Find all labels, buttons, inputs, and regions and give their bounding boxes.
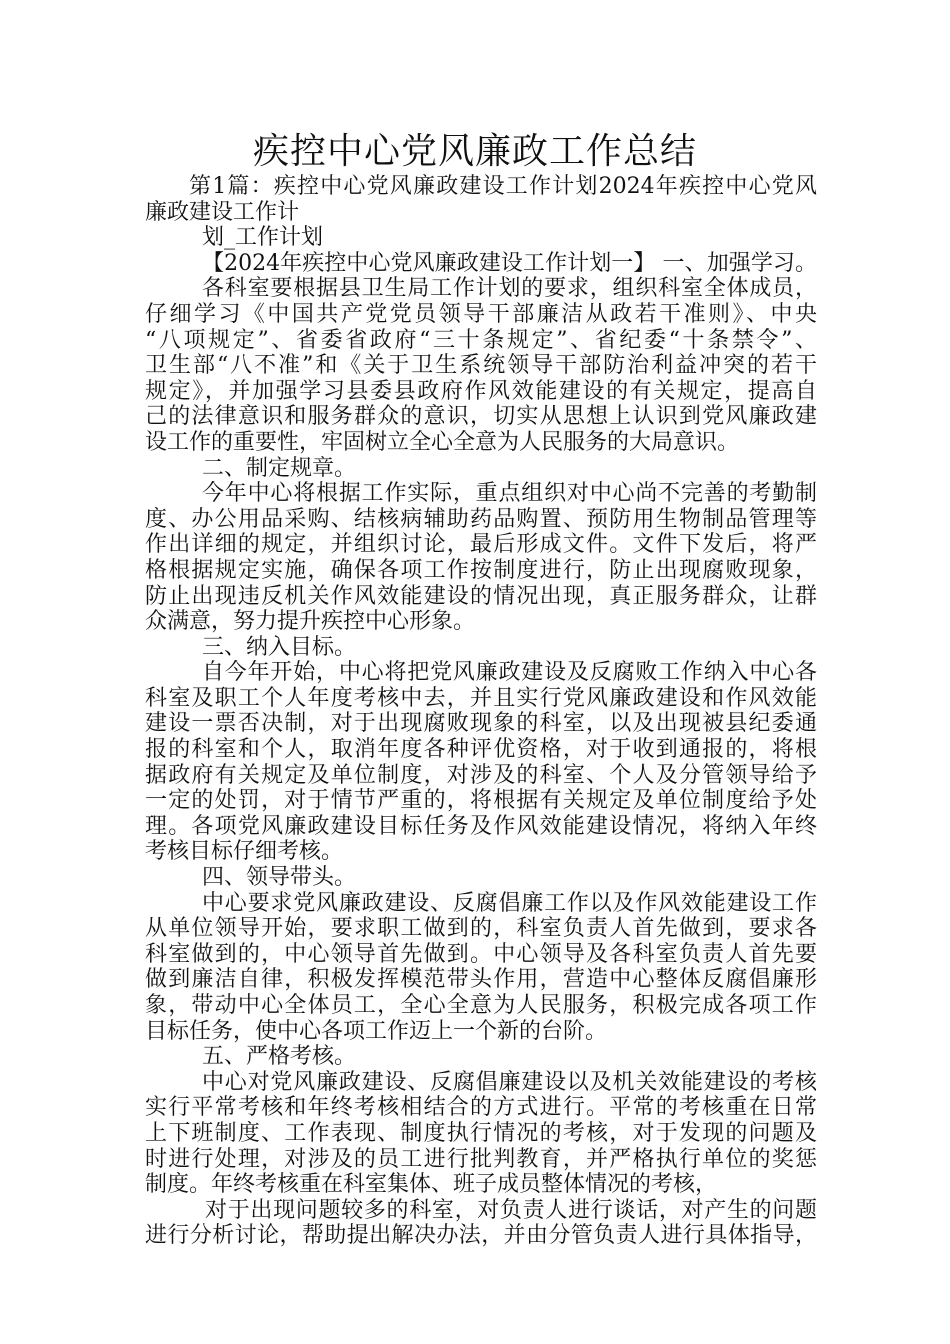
text-line: 据政府有关规定及单位制度，对涉及的科室、个人及分管领导给予	[145, 762, 817, 788]
text-line: 廉政建设工作计	[145, 199, 300, 225]
text-line: 报的科室和个人，取消年度各种评优资格，对于收到通报的，将根	[145, 737, 817, 763]
section-heading: 五、严格考核。	[202, 1044, 357, 1070]
text-line: 中心对党风廉政建设、反腐倡廉建设以及机关效能建设的考核	[202, 1069, 817, 1095]
text-line: 众满意，努力提升疾控中心形象。	[145, 609, 476, 635]
text-line: 各科室要根据县卫生局工作计划的要求，组织科室全体成员，	[202, 276, 817, 302]
text-line: “八项规定”、省委省政府“三十条规定”、省纪委“十条禁令”、	[145, 327, 817, 353]
text-line: 目标任务，使中心各项工作迈上一个新的台阶。	[145, 1018, 608, 1044]
section-heading: 四、领导带头。	[202, 865, 357, 891]
text-line: 第1篇：疾控中心党风廉政建设工作计划2024年疾控中心党风	[189, 174, 817, 199]
text-line: 防止出现违反机关作风效能建设的情况出现，真正服务群众，让群	[145, 583, 817, 609]
text-line: 划_工作计划	[202, 225, 324, 251]
text-line: 理。各项党风廉政建设目标任务及作风效能建设情况，将纳入年终	[145, 813, 817, 839]
text-line: 对于出现问题较多的科室，对负责人进行谈话，对产生的问题	[205, 1197, 817, 1223]
text-line: 【2024年疾控中心党风廉政建设工作计划一】 一、加强学习。	[202, 250, 817, 276]
text-line: 设工作的重要性，牢固树立全心全意为人民服务的大局意识。	[145, 429, 740, 455]
text-line: 中心要求党风廉政建设、反腐倡廉工作以及作风效能建设工作	[202, 890, 817, 916]
text-line: 今年中心将根据工作实际，重点组织对中心尚不完善的考勤制	[202, 481, 817, 507]
section-heading: 二、制定规章。	[202, 455, 357, 481]
text-line: 进行分析讨论，帮助提出解决办法，并由分管负责人进行具体指导，	[145, 1223, 817, 1249]
section-heading: 三、纳入目标。	[202, 634, 357, 660]
text-line: 做到廉洁自律，积极发挥模范带头作用，营造中心整体反腐倡廉形	[145, 967, 817, 993]
text-line: 规定》，并加强学习县委县政府作风效能建设的有关规定，提高自	[145, 378, 817, 404]
text-line: 上下班制度、工作表现、制度执行情况的考核，对于发现的问题及	[145, 1120, 817, 1146]
text-line: 卫生部“八不准”和《关于卫生系统领导干部防治利益冲突的若干	[145, 353, 817, 379]
text-line: 从单位领导开始，要求职工做到的，科室负责人首先做到，要求各	[145, 916, 817, 942]
text-line: 一定的处罚，对于情节严重的，将根据有关规定及单位制度给予处	[145, 788, 817, 814]
text-line: 实行平常考核和年终考核相结合的方式进行。平常的考核重在日常	[145, 1095, 817, 1121]
text-line: 制度。年终考核重在科室集体、班子成员整体情况的考核，	[145, 1172, 718, 1198]
text-line: 象，带动中心全体员工，全心全意为人民服务，积极完成各项工作	[145, 993, 817, 1018]
text-line: 仔细学习《中国共产党党员领导干部廉洁从政若干准则》、中央	[145, 301, 817, 327]
text-line: 格根据规定实施，确保各项工作按制度进行，防止出现腐败现象，	[145, 557, 817, 583]
text-line: 科室及职工个人年度考核中去，并且实行党风廉政建设和作风效能	[145, 685, 817, 711]
document-title: 疾控中心党风廉政工作总结	[252, 131, 697, 172]
text-line: 建设一票否决制，对于出现腐败现象的科室，以及出现被县纪委通	[145, 711, 817, 737]
text-line: 作出详细的规定，并组织讨论，最后形成文件。文件下发后，将严	[145, 532, 817, 558]
text-line: 自今年开始，中心将把党风廉政建设及反腐败工作纳入中心各	[202, 660, 817, 686]
text-line: 科室做到的，中心领导首先做到。中心领导及各科室负责人首先要	[145, 941, 817, 967]
text-line: 考核目标仔细考核。	[145, 839, 344, 865]
document-body	[145, 174, 817, 1249]
text-line: 己的法律意识和服务群众的意识，切实从思想上认识到党风廉政建	[145, 404, 817, 430]
text-line: 度、办公用品采购、结核病辅助药品购置、预防用生物制品管理等	[145, 506, 817, 532]
text-line: 时进行处理，对涉及的员工进行批判教育，并严格执行单位的奖惩	[145, 1146, 817, 1172]
